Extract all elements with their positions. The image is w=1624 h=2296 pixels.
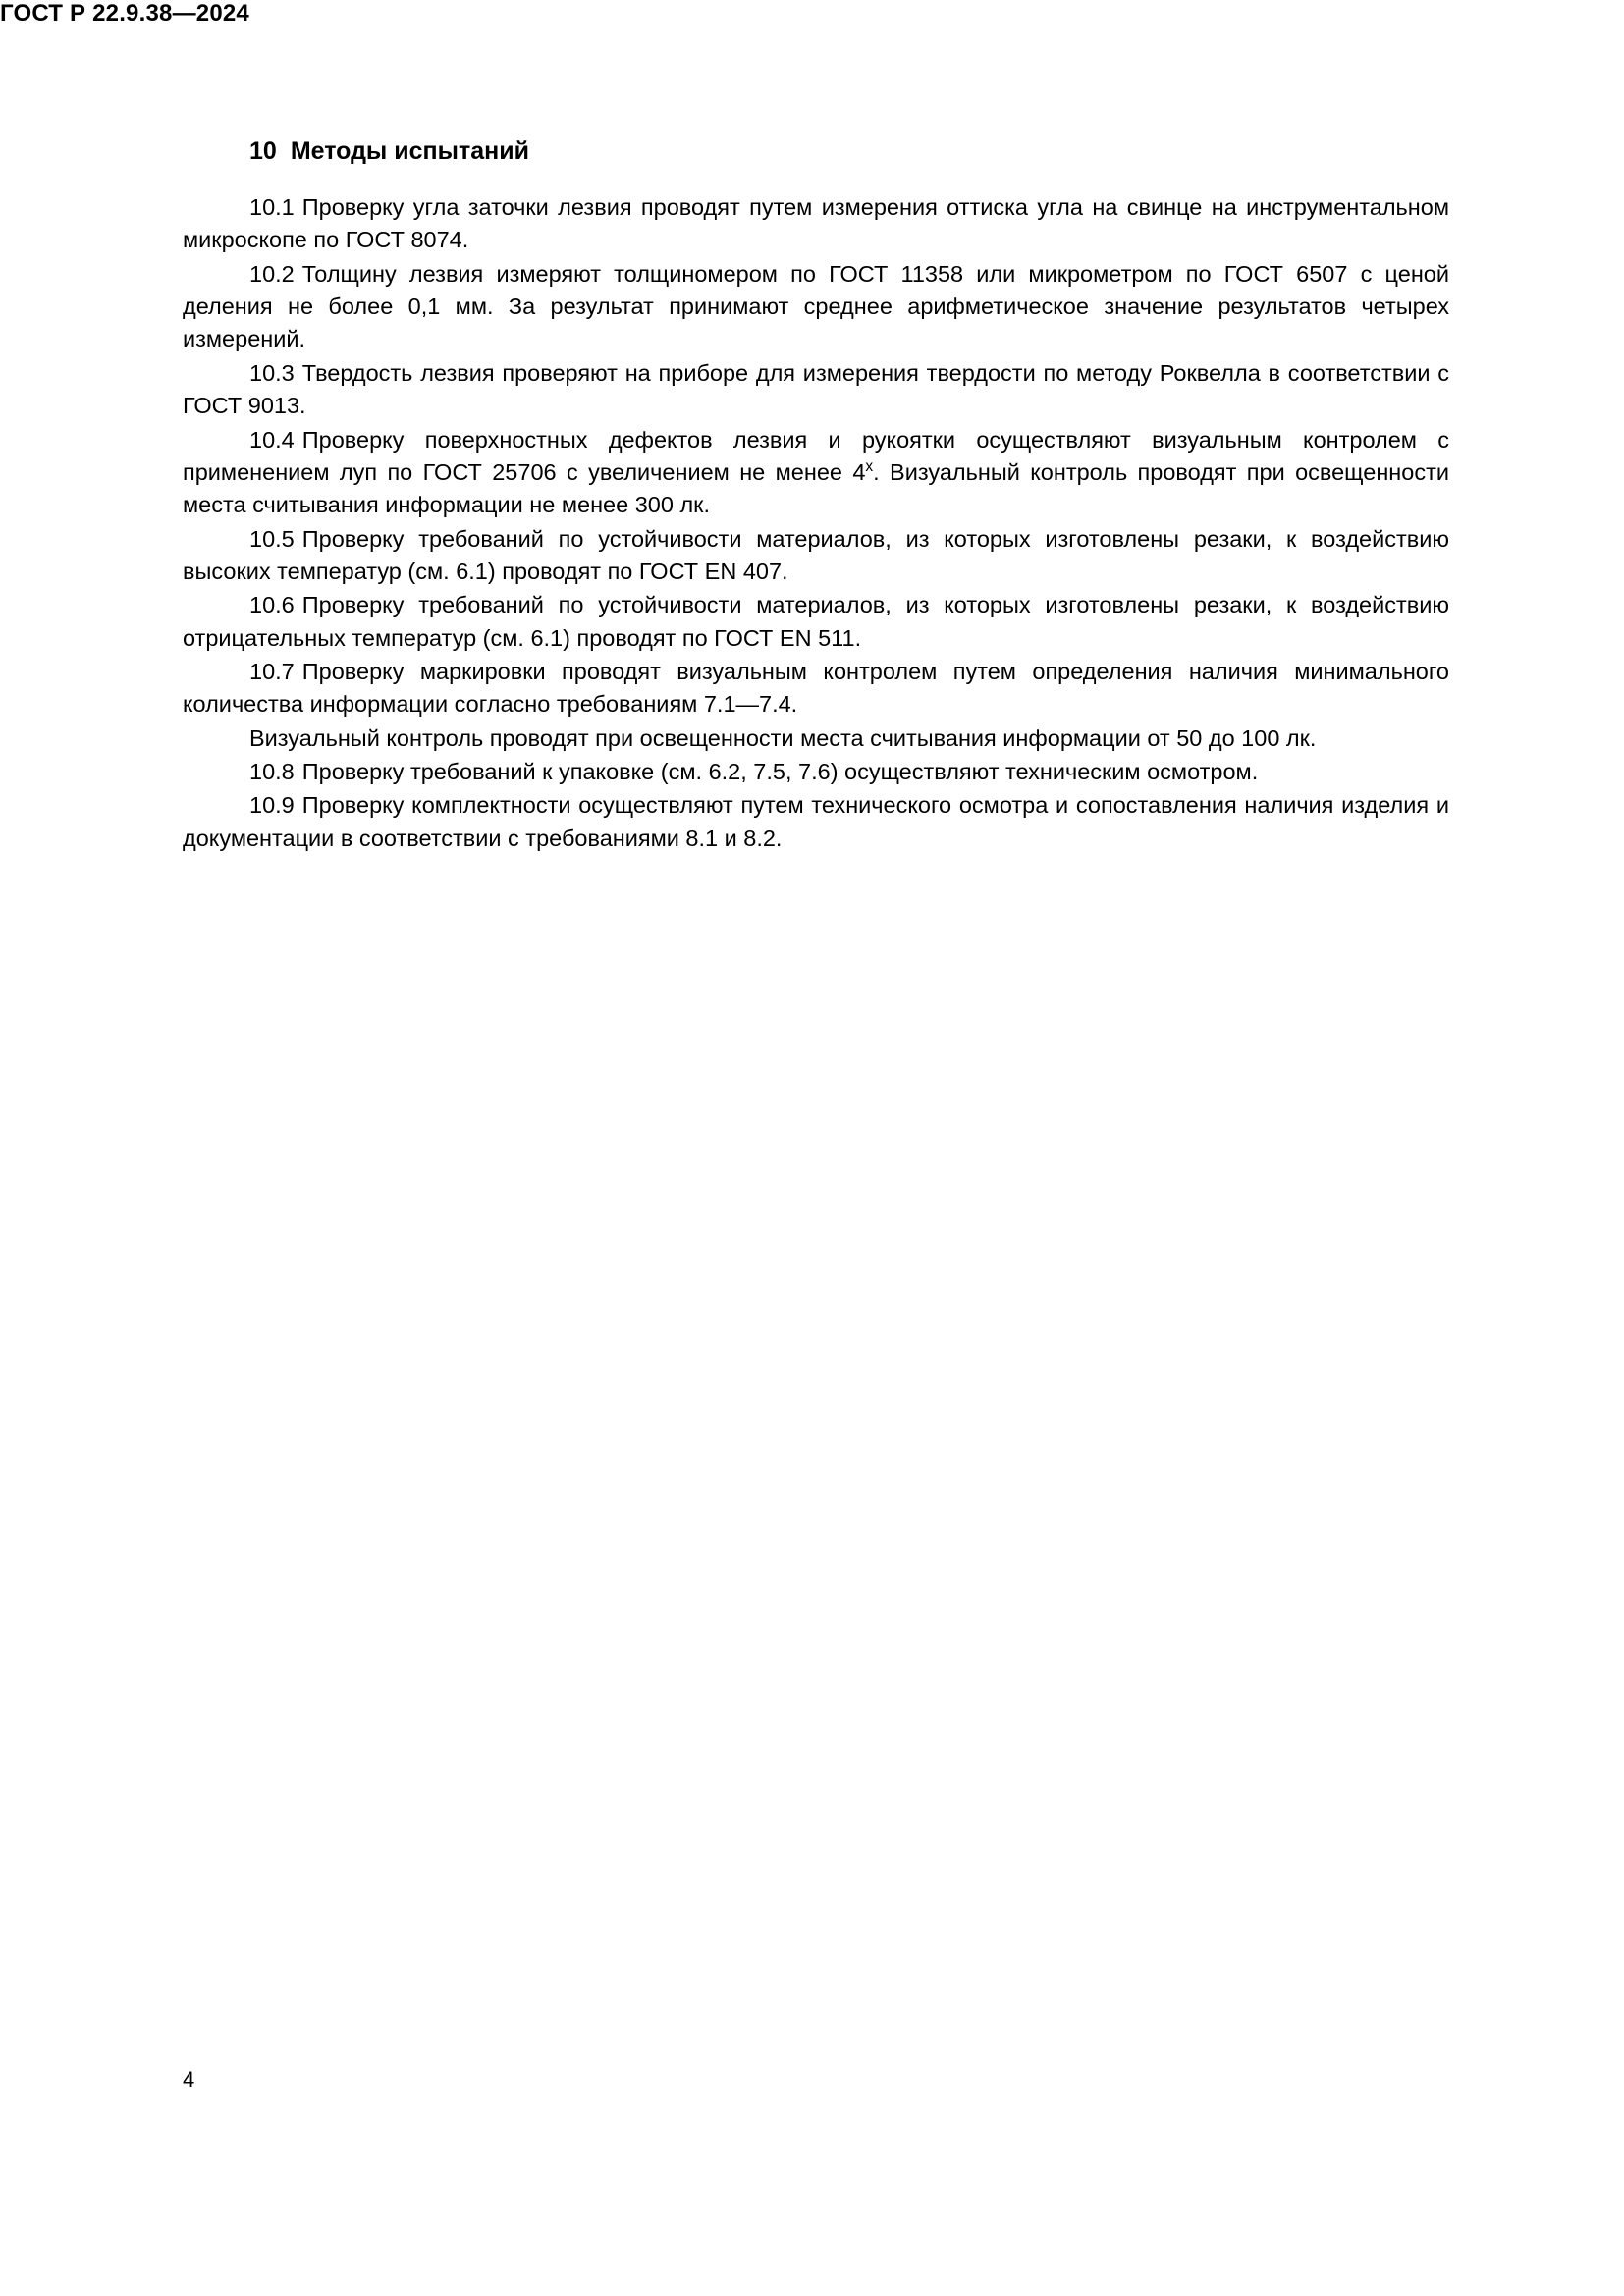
paragraph-text: Проверку требований по устойчивости материалов, из которых изготовлены резаки, к воздействию отрицательных температур (см. 6.1) проводят по ГОСТ EN 511. (183, 592, 1449, 651)
paragraph-text-after-superscript: . Визуальный контроль проводят при освещенности места считывания информации не менее 300 лк. (183, 458, 1449, 518)
document-body (183, 137, 1449, 856)
paragraph-number: 10.4 (249, 426, 295, 453)
paragraph-text: Толщину лезвия измеряют толщиномером по ГОСТ 11358 или микрометром по ГОСТ 6507 с ценой деления не более 0,1 мм. За результат принимают среднее арифметическое значение результатов четырех измерений. (183, 260, 1449, 352)
paragraph-text: Проверку требований по устойчивости материалов, из которых изготовлены резаки, к воздействию высоких температур (см. 6.1) проводят по ГОСТ EN 407. (183, 525, 1449, 584)
paragraph-number: 10.7 (249, 659, 295, 685)
document-standard-header: ГОСТ Р 22.9.38—2024 (0, 0, 249, 27)
paragraph-10-9 (183, 789, 1449, 855)
paragraph-10-7 (183, 656, 1449, 721)
paragraph-text: Проверку требований к упаковке (см. 6.2, 7.5, 7.6) осуществляют техническим осмотром. (301, 759, 1259, 785)
paragraph-number: 10.8 (249, 759, 295, 785)
paragraph-text: Проверку маркировки проводят визуальным контролем путем определения наличия минимального количества информации согласно требованиям 7.1—7.4. (183, 659, 1449, 718)
paragraph-visual-control-note (183, 722, 1449, 755)
paragraph-text-before-superscript: Проверку поверхностных дефектов лезвия и рукоятки осуществляют визуальным контролем с применением луп по ГОСТ 25706 с увеличением не менее 4 (183, 426, 1449, 485)
paragraph-10-1 (183, 191, 1449, 257)
paragraph-text: Проверку комплектности осуществляют путем технического осмотра и сопоставления наличия изделия и документации в соответствии с требованиями 8.1 и 8.2. (183, 792, 1449, 851)
section-number: 10 (249, 137, 277, 165)
paragraph-number: 10.1 (249, 194, 295, 220)
paragraph-10-5 (183, 523, 1449, 589)
paragraph-text: Проверку угла заточки лезвия проводят путем измерения оттиска угла на свинце на инструментальном микроскопе по ГОСТ 8074. (183, 194, 1449, 253)
page-number: 4 (183, 2067, 195, 2092)
paragraph-number: 10.2 (249, 260, 295, 287)
paragraph-number: 10.5 (249, 525, 295, 552)
paragraph-number: 10.6 (249, 592, 295, 618)
section-title-text: Методы испытаний (290, 137, 529, 165)
paragraph-10-8 (183, 756, 1449, 788)
paragraph-number: 10.9 (249, 792, 295, 819)
paragraph-10-4 (183, 424, 1449, 522)
paragraph-10-2 (183, 258, 1449, 356)
section-heading (183, 137, 1449, 166)
paragraph-10-3 (183, 357, 1449, 423)
paragraph-number: 10.3 (249, 359, 295, 386)
paragraph-text: Визуальный контроль проводят при освещенности места считывания информации от 50 до 100 лк. (249, 724, 1317, 751)
paragraph-10-6 (183, 589, 1449, 655)
superscript-multiplier: х (865, 458, 874, 476)
paragraph-text: Твердость лезвия проверяют на приборе для измерения твердости по методу Роквелла в соответствии с ГОСТ 9013. (183, 359, 1449, 419)
